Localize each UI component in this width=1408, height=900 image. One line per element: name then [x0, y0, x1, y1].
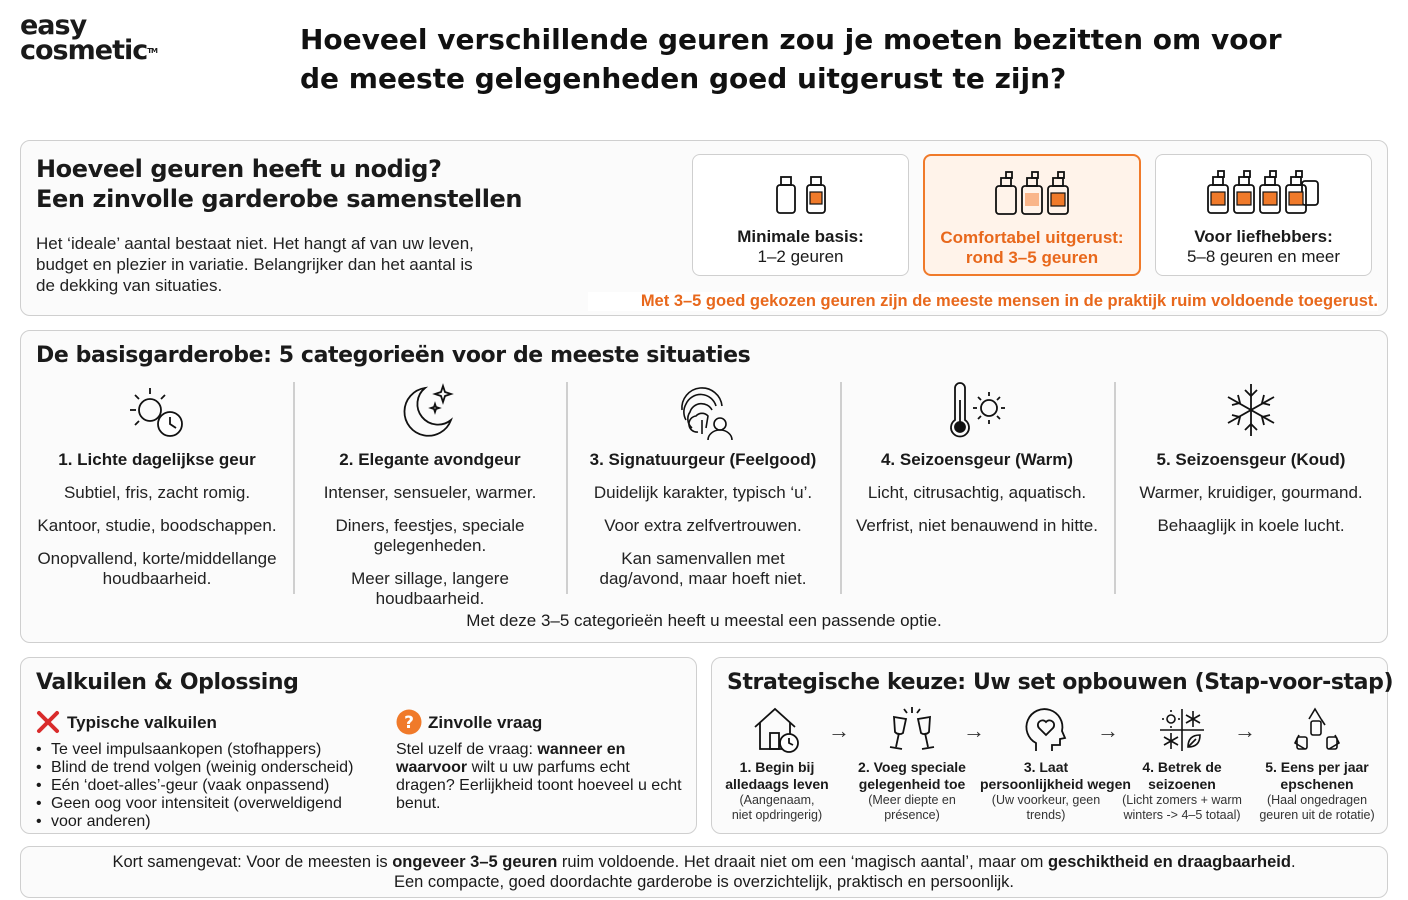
step-title-line-2: epschenen — [1280, 776, 1354, 792]
step-desc-line-1: (Uw voorkeur, geen — [991, 793, 1101, 807]
pitfalls-heading: Valkuilen & Oplossing — [36, 670, 299, 695]
strategy-step-3 — [980, 705, 1131, 823]
category-name: 4. Seizoensgeur (Warm) — [880, 450, 1074, 469]
category-name: 2. Elegante avondgeur — [339, 450, 521, 469]
step-title-line-2: gelegenheid toe — [858, 776, 966, 792]
sun-clock-icon — [20, 380, 294, 444]
intro-heading — [36, 154, 522, 214]
category-name: 3. Signatuurgeur (Feelgood) — [589, 450, 817, 469]
step-desc-line-2: winters -> 4–5 totaal) — [1123, 808, 1241, 822]
category-name: 5. Seizoensgeur (Koud) — [1156, 450, 1346, 469]
intro-desc-line-1: Het ‘ideale’ aantal bestaat niet. Het hangt af van uw leven, — [36, 234, 474, 253]
option-subtitle: rond 3–5 geuren — [965, 248, 1099, 267]
category-line: Warmer, kruidiger, gourmand. — [1139, 483, 1363, 502]
question-icon — [396, 709, 422, 735]
list-item: • Geen oog voor intensiteit (overweldigend — [36, 795, 386, 813]
page-title — [300, 20, 1300, 98]
question-subheading: Zinvolle vraag — [428, 713, 543, 732]
step-desc-line-1: (Aangenaam, — [739, 793, 815, 807]
option-card-enthusiast — [1155, 154, 1372, 276]
category-line: Duidelijk karakter, typisch ‘u’. — [593, 483, 813, 502]
summary-e: . — [1290, 853, 1296, 871]
step-desc-line-2: geuren uit de rotatie) — [1259, 808, 1375, 822]
step-desc-line-2: trends) — [1026, 808, 1066, 822]
strategy-step-1 — [711, 705, 843, 823]
thermometer-sun-icon — [840, 380, 1114, 444]
list-item: • Eén ‘doet-alles’-geur (vaak onpassend) — [36, 777, 386, 795]
step-arrow: → — [963, 718, 985, 743]
step-title-line-1: 5. Eens per jaar — [1265, 759, 1369, 775]
category-line: Diners, feestjes, speciale — [335, 516, 525, 535]
question-text-b: wilt u uw parfums echt dragen? Eerlijkheid toont hoeveel u echt benut. — [396, 759, 682, 812]
category-signature — [566, 380, 840, 596]
categories-footer: Met deze 3–5 categorieën heeft u meestal een passende optie. — [466, 611, 942, 630]
category-daily — [20, 380, 294, 596]
category-line: Kan samenvallen met — [621, 549, 785, 568]
question-text — [396, 741, 686, 813]
step-desc-line-2: niet opdringerig) — [731, 808, 823, 822]
two-bottles-icon — [693, 169, 908, 217]
seasons-grid-icon — [1116, 705, 1248, 755]
step-desc-line-2: présence) — [884, 808, 940, 822]
category-line: Onopvallend, korte/middellange — [37, 549, 277, 568]
step-title-line-2: alledaags leven — [725, 776, 829, 792]
intro-description — [36, 233, 516, 296]
category-cold-season — [1114, 380, 1388, 596]
step-title-line-1: 1. Begin bij — [739, 759, 815, 775]
step-title-line-2: seizoenen — [1148, 776, 1216, 792]
category-line: Licht, citrusachtig, aquatisch. — [867, 483, 1087, 502]
pitfalls-list — [36, 741, 386, 831]
category-warm-season — [840, 380, 1114, 596]
summary-bold-2: geschiktheid en draagbaarheid — [1047, 853, 1291, 871]
intro-desc-line-3: de dekking van situaties. — [36, 276, 223, 295]
snowflake-icon — [1114, 380, 1388, 444]
step-desc-line-1: (Licht zomers + warm — [1122, 793, 1242, 807]
category-line: Kantoor, studie, boodschappen. — [37, 516, 277, 535]
categories-heading: De basisgarderobe: 5 categorieën voor de meeste situaties — [36, 343, 751, 368]
category-line: Voor extra zelfvertrouwen. — [604, 516, 802, 535]
strategy-step-5 — [1251, 705, 1383, 823]
category-line: Verfrist, niet benauwend in hitte. — [856, 516, 1098, 535]
house-clock-icon — [711, 705, 843, 755]
option-title: Voor liefhebbers: — [1194, 227, 1333, 246]
page-title-line-1: Hoeveel verschillende geuren zou je moeten bezitten om voor — [300, 23, 1282, 56]
option-title: Minimale basis: — [737, 227, 864, 246]
summary-a: Kort samengevat: Voor de meesten is — [112, 853, 393, 871]
step-desc-line-1: (Meer diepte en — [868, 793, 956, 807]
step-arrow: → — [828, 718, 850, 743]
intro-heading-line-2: Een zinvolle garderobe samenstellen — [36, 185, 523, 213]
step-title-line-1: 4. Betrek de — [1142, 759, 1222, 775]
option-title: Comfortabel uitgerust: — [940, 228, 1124, 247]
category-line: Subtiel, fris, zacht romig. — [63, 483, 251, 502]
logo-trademark: TM — [147, 47, 157, 55]
intro-heading-line-1: Hoeveel geuren heeft u nodig? — [36, 155, 442, 183]
option-subtitle: 1–2 geuren — [757, 247, 844, 266]
option-subtitle: 5–8 geuren en meer — [1186, 247, 1341, 266]
logo-line-2 — [20, 35, 180, 66]
list-item: • Te veel impulsaankopen (stofhappers) — [36, 741, 386, 759]
three-bottles-icon — [925, 170, 1139, 218]
summary-text — [20, 852, 1388, 892]
moon-stars-icon — [293, 380, 567, 444]
category-line: Intenser, sensueler, warmer. — [323, 483, 537, 502]
step-title-line-2: persoonlijkheid wegen — [980, 776, 1131, 792]
easycosmetic-logo — [20, 10, 180, 74]
summary-line-2: Een compacte, goed doordachte garderobe is overzichtelijk, praktisch en persoonlijk. — [393, 873, 1014, 891]
step-arrow: → — [1097, 718, 1119, 743]
summary-line-1 — [20, 852, 1388, 872]
question-text-a: Stel uzelf de vraag: — [396, 741, 538, 758]
summary-c: ruim voldoende. Het draait niet om een ‘magisch aantal’, maar om — [557, 853, 1048, 871]
list-item: • Blind de trend volgen (weinig onderscheid) — [36, 759, 386, 777]
step-title-line-1: 2. Voeg speciale — [858, 759, 966, 775]
category-line: Meer sillage, langere — [351, 569, 509, 588]
head-heart-icon — [980, 705, 1112, 755]
step-arrow: → — [1234, 718, 1256, 743]
logo-line-1: easy — [20, 10, 87, 41]
intro-highlight-note: Met 3–5 goed gekozen geuren zijn de meeste mensen in de praktijk ruim voldoende toegerust. — [588, 292, 1378, 311]
category-evening — [293, 380, 567, 608]
category-line: houdbaarheid. — [102, 569, 212, 588]
fingerprint-person-icon — [566, 380, 840, 444]
list-item-continuation: • voor anderen) — [36, 813, 386, 831]
step-title-line-1: 3. Laat — [1023, 759, 1069, 775]
cross-icon — [36, 710, 60, 734]
step-desc-line-1: (Haal ongedragen — [1266, 793, 1368, 807]
recycle-bottles-icon — [1251, 705, 1383, 755]
strategy-step-2 — [846, 705, 978, 823]
champagne-glasses-icon — [846, 705, 978, 755]
option-card-comfortable — [923, 154, 1141, 276]
option-card-minimal — [692, 154, 909, 276]
intro-desc-line-2: budget en plezier in variatie. Belangrijker dan het aantal is — [36, 255, 473, 274]
summary-bold-1: ongeveer 3–5 geuren — [392, 853, 558, 871]
strategy-step-4 — [1116, 705, 1248, 823]
logo-word: cosmetic — [20, 35, 148, 66]
category-line: dag/avond, maar hoeft niet. — [599, 569, 807, 588]
category-line: Behaaglijk in koele lucht. — [1157, 516, 1345, 535]
category-line: houdbaarheid. — [375, 589, 485, 608]
svg-text:?: ? — [404, 713, 414, 733]
page-title-line-2: de meeste gelegenheden goed uitgerust te zijn? — [300, 62, 1067, 95]
strategy-heading: Strategische keuze: Uw set opbouwen (Stap-voor-stap) — [727, 670, 1394, 695]
question-text-bold: wanneer en waarvoor — [396, 741, 626, 776]
category-line: gelegenheden. — [373, 536, 487, 555]
pitfalls-subheading: Typische valkuilen — [67, 713, 217, 732]
many-bottles-icon — [1156, 169, 1371, 217]
category-name: 1. Lichte dagelijkse geur — [58, 450, 256, 469]
